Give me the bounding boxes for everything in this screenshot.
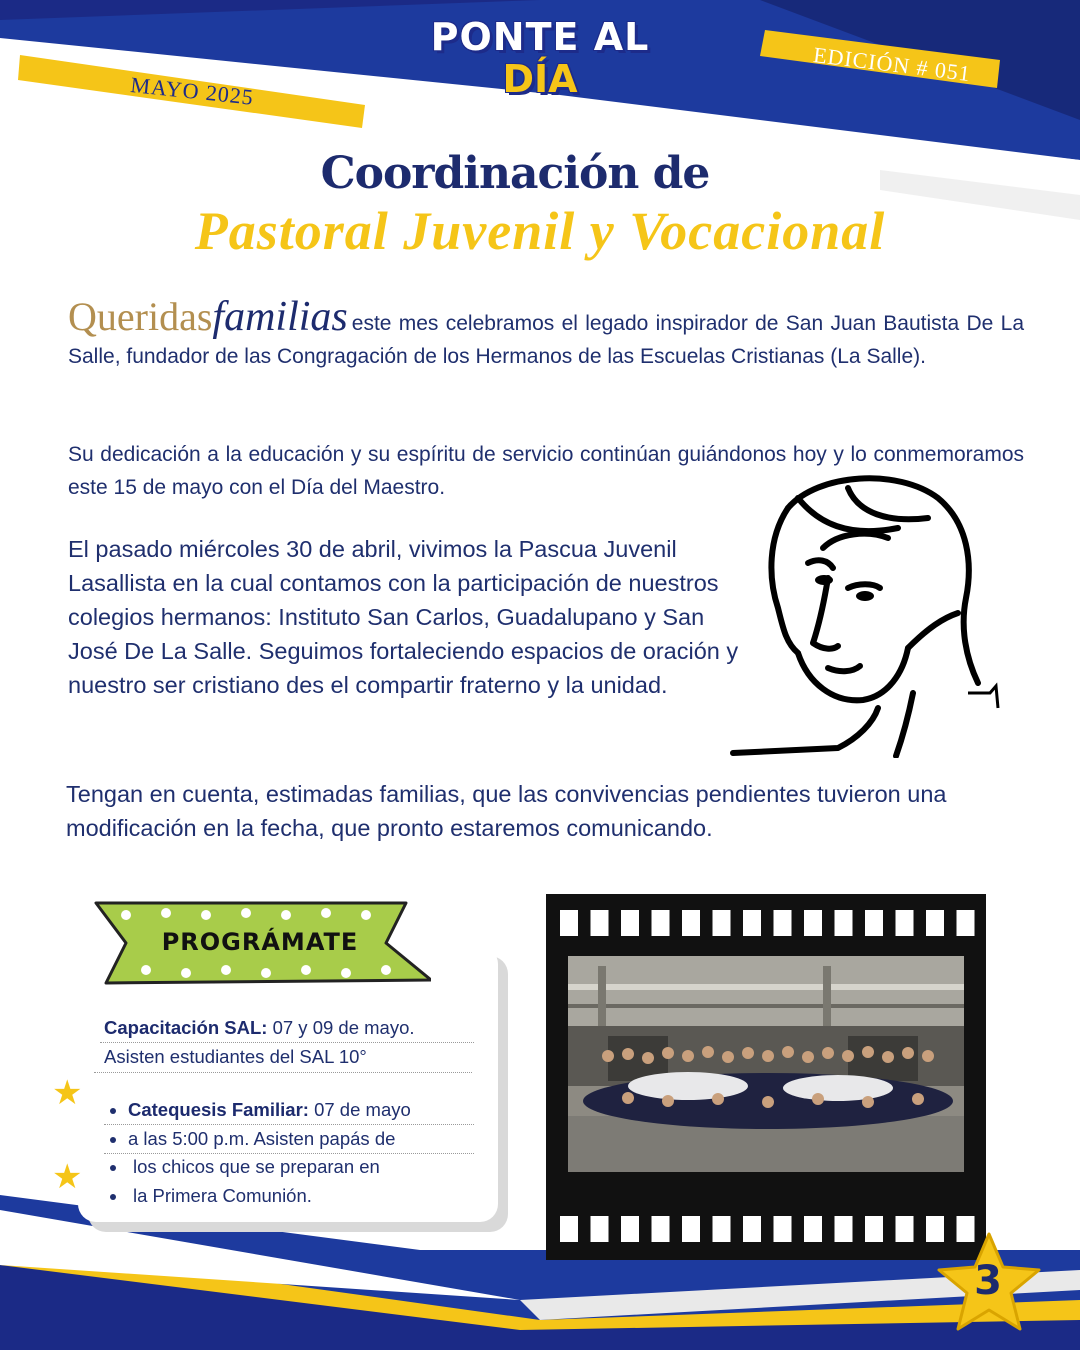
schedule-item-catequesis-line2: a las 5:00 p.m. Asisten papás de	[128, 1128, 396, 1149]
film-sprocket-hole	[774, 910, 792, 936]
masthead-line1: PONTE AL	[430, 15, 650, 59]
star-icon: ★	[52, 1074, 83, 1112]
film-sprocket-hole	[560, 910, 578, 936]
paragraph-intro	[68, 294, 1024, 373]
film-sprocket-hole	[957, 910, 975, 936]
film-sprocket-hole	[682, 1216, 700, 1242]
paragraph-convivencias: Tengan en cuenta, estimadas familias, que las convivencias pendientes tuvieron una modificación en la fecha, que pronto estaremos comunicando.	[66, 781, 947, 841]
section-title: Coordinación de	[320, 148, 710, 199]
schedule-item-catequesis	[128, 1099, 411, 1121]
bullet-icon	[110, 1108, 116, 1114]
bullet-icon	[110, 1165, 116, 1171]
film-sprocket-hole	[865, 1216, 883, 1242]
film-sprocket-hole	[621, 1216, 639, 1242]
divider	[104, 1153, 474, 1154]
section-subtitle: Pastoral Juvenil y Vocacional	[194, 201, 886, 261]
schedule-item-sal-date: 07 y 09 de mayo.	[267, 1017, 415, 1038]
film-sprocket-hole	[835, 1216, 853, 1242]
film-sprocket-hole	[652, 1216, 670, 1242]
edition-number: EDICIÓN # 051	[811, 42, 973, 87]
film-sprocket-hole	[743, 910, 761, 936]
masthead-line2: DÍA	[502, 57, 578, 101]
film-sprocket-hole	[560, 1216, 578, 1242]
film-sprocket-hole	[835, 910, 853, 936]
film-sprocket-hole	[591, 1216, 609, 1242]
film-sprocket-hole	[926, 910, 944, 936]
greeting-word1: Queridas	[68, 294, 213, 339]
issue-date: MAYO 2025	[129, 72, 256, 110]
schedule-item-sal	[104, 1017, 415, 1039]
film-sprocket-hole	[804, 910, 822, 936]
divider	[104, 1124, 474, 1125]
film-sprocket-hole	[896, 1216, 914, 1242]
greeting-word2: familias	[212, 294, 348, 340]
schedule-item-sal-label: Capacitación SAL:	[104, 1017, 268, 1038]
film-sprocket-hole	[713, 1216, 731, 1242]
portrait-illustration	[728, 468, 1008, 758]
paragraph-pascua: El pasado miércoles 30 de abril, vivimos la Pascua Juvenil Lasallista en la cual contamos con la participación de nuestros colegios hermanos: Instituto San Carlos, Guadalupano y San José De La Salle. Seguimos fortaleciendo espacios de oración y nuestro ser cristiano des el compartir fraterno y la unidad.	[68, 536, 739, 698]
film-sprocket-hole	[682, 910, 700, 936]
divider	[100, 1042, 474, 1043]
paragraph-dedication: Su dedicación a la educación y su espíritu de servicio continúan guiándonos hoy y lo conmemoramos este 15 de mayo con el Día del Maestro.	[68, 443, 1024, 499]
paragraph-intro-text: este mes celebramos el legado inspirador de San Juan Bautista De La Salle, fundador de las Congragación de los Hermanos de las Escuelas Cristianas (La Salle).	[68, 312, 1024, 368]
film-sprocket-hole	[804, 1216, 822, 1242]
bullet-icon	[110, 1137, 116, 1143]
film-sprocket-hole	[865, 910, 883, 936]
film-sprocket-hole	[896, 910, 914, 936]
film-sprocket-hole	[743, 1216, 761, 1242]
page-number: 3	[974, 1258, 1002, 1304]
schedule-item-catequesis-line4: la Primera Comunión.	[133, 1185, 312, 1206]
divider	[94, 1072, 472, 1073]
programate-title: PROGRÁMATE	[161, 928, 359, 956]
schedule-item-catequesis-label: Catequesis Familiar:	[128, 1099, 309, 1120]
film-sprocket-hole	[713, 910, 731, 936]
bullet-icon	[110, 1194, 116, 1200]
schedule-item-catequesis-date: 07 de mayo	[308, 1099, 411, 1120]
schedule-item-sal-detail: Asisten estudiantes del SAL 10°	[104, 1046, 367, 1067]
film-sprocket-hole	[621, 910, 639, 936]
group-photo	[568, 956, 964, 1172]
schedule-item-catequesis-line3: los chicos que se preparan en	[133, 1156, 380, 1177]
star-icon: ★	[52, 1158, 83, 1196]
film-sprocket-hole	[591, 910, 609, 936]
film-sprocket-hole	[774, 1216, 792, 1242]
film-sprocket-hole	[652, 910, 670, 936]
